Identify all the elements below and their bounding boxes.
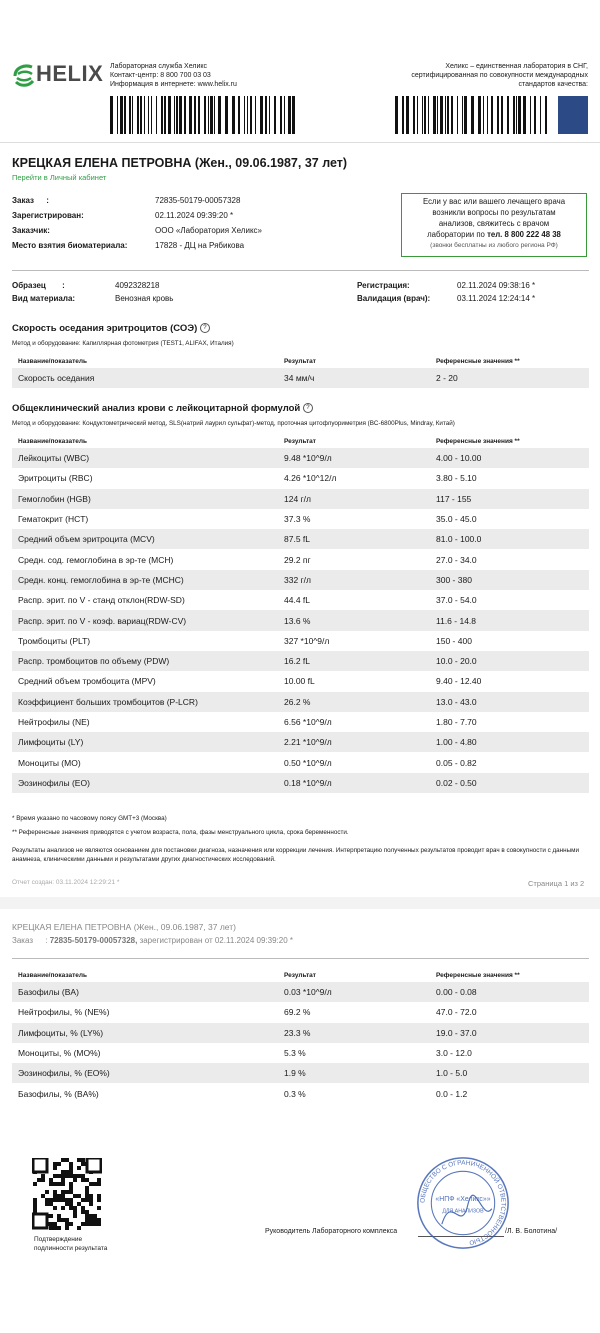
barcode-bar bbox=[457, 96, 458, 134]
page-break bbox=[0, 897, 600, 909]
lab-name: Лабораторная служба Хеликс bbox=[110, 63, 208, 70]
table-row bbox=[12, 631, 589, 651]
barcode-bar bbox=[491, 96, 493, 134]
sample-colon: : bbox=[62, 281, 65, 290]
barcode-bar bbox=[151, 96, 152, 134]
indicator-name: Нейтрофилы (NE) bbox=[18, 717, 90, 727]
page2-order-colon: : bbox=[45, 936, 48, 945]
reference-range: 37.0 - 54.0 bbox=[436, 595, 477, 606]
barcode-bar bbox=[406, 96, 409, 134]
indicator-name: Лейкоциты (WBC) bbox=[12, 448, 278, 468]
barcode-bar bbox=[274, 96, 276, 134]
place-label: Место взятия биоматериала: bbox=[12, 241, 128, 250]
result-value: 16.2 fL bbox=[278, 651, 430, 671]
indicator-name: Распр. тромбоцитов по объему (PDW) bbox=[12, 651, 278, 671]
stamp-title: «НПФ «Хеликс»» bbox=[435, 1196, 491, 1204]
indicator-name: Тромбоциты (PLT) bbox=[18, 635, 91, 646]
barcode-bar bbox=[156, 96, 157, 134]
barcode-bar bbox=[447, 96, 450, 134]
section-divider bbox=[12, 270, 589, 271]
barcode-bar bbox=[168, 96, 171, 134]
verification-qr-icon bbox=[32, 1158, 102, 1230]
report-created: Отчет создан: 03.11.2024 12:29:21 * bbox=[12, 879, 120, 886]
cbc-method: Метод и оборудование: Кондуктометрический метод, SLS(натрий лаурил сульфат)-метод, проточная цитофлуориметрия (BC-6800Plus, Mindray, Китай) bbox=[12, 420, 455, 427]
page2-patient-name: КРЕЦКАЯ ЕЛЕНА ПЕТРОВНА (Жен., 09.06.1987, 37 лет) bbox=[12, 922, 236, 932]
table-row bbox=[12, 590, 589, 610]
certificates-barcode bbox=[395, 96, 550, 134]
stamp-subtitle: ДЛЯ АНАЛИЗОВ bbox=[442, 1208, 484, 1215]
patient-name: КРЕЦКАЯ ЕЛЕНА ПЕТРОВНА (Жен., 09.06.1987, 37 лет) bbox=[12, 156, 348, 170]
table-row bbox=[12, 509, 589, 529]
esr-method: Метод и оборудование: Капиллярная фотометрия (TEST1, ALIFAX, Италия) bbox=[12, 340, 234, 347]
reference-range: 9.40 - 12.40 bbox=[436, 676, 482, 687]
sample-value: 4092328218 bbox=[115, 281, 160, 290]
timezone-note: * Время указано по часовому поясу GMT+3 (Москва) bbox=[12, 815, 167, 822]
indicator-name: Эритроциты (RBC) bbox=[18, 473, 93, 484]
table-row bbox=[12, 1002, 589, 1022]
reference-range: 0.0 - 1.2 bbox=[436, 1088, 468, 1099]
barcode-bar bbox=[530, 96, 531, 134]
reference-range: 150 - 400 bbox=[436, 635, 472, 646]
barcode-bar bbox=[244, 96, 245, 134]
barcode-bar bbox=[238, 96, 240, 134]
order-colon: : bbox=[46, 196, 49, 205]
barcode-bar bbox=[483, 96, 484, 134]
indicator-name: Средний объем эритроцита (MCV) bbox=[12, 529, 278, 549]
barcode-bar bbox=[513, 96, 515, 134]
indicator-name: Коэффициент больших тромбоцитов (P-LCR) bbox=[12, 692, 278, 712]
col-result-header: Результат bbox=[284, 971, 316, 979]
barcode-bar bbox=[260, 96, 263, 134]
reference-range: 19.0 - 37.0 bbox=[430, 1023, 589, 1043]
page2-table bbox=[12, 968, 589, 1104]
barcode-bar bbox=[402, 96, 405, 134]
certificate-badge bbox=[558, 96, 588, 134]
reference-range: 35.0 - 45.0 bbox=[436, 514, 477, 525]
barcode-bar bbox=[464, 96, 467, 134]
table-row bbox=[12, 1043, 589, 1063]
table-row bbox=[12, 489, 589, 509]
tagline: Хеликс – единственная лаборатория в СНГ, сертифицированная по совокупности международных стандартов качества: bbox=[411, 63, 588, 88]
table-row bbox=[12, 570, 589, 590]
table-row bbox=[12, 368, 589, 388]
result-value: 4.26 *10^12/л bbox=[284, 473, 337, 484]
barcode-bar bbox=[189, 96, 192, 134]
barcode-bar bbox=[451, 96, 453, 134]
barcode-bar bbox=[437, 96, 438, 134]
customer-value: ООО «Лаборатория Хеликс» bbox=[155, 226, 262, 235]
barcode-bar bbox=[424, 96, 427, 134]
cbc-title: Общеклинический анализ крови с лейкоцитарной формулой bbox=[12, 403, 301, 414]
infobox-line: лаборатории по bbox=[427, 230, 488, 239]
indicator-name: Гематокрит (HCT) bbox=[18, 514, 89, 525]
result-value: 87.5 fL bbox=[278, 529, 430, 549]
indicator-name: Моноциты (MO) bbox=[18, 757, 81, 768]
reference-range: 3.80 - 5.10 bbox=[436, 473, 477, 484]
barcode-bar bbox=[184, 96, 186, 134]
barcode-bar bbox=[140, 96, 142, 134]
order-label: Заказ bbox=[12, 196, 34, 205]
indicator-name: Средний объем тромбоцита (MPV) bbox=[18, 676, 156, 687]
result-value: 10.00 fL bbox=[284, 676, 315, 687]
cbc-table bbox=[12, 434, 589, 793]
qr-caption: подлинности результата bbox=[34, 1245, 108, 1252]
table-row bbox=[12, 1083, 589, 1103]
barcode-bar bbox=[255, 96, 256, 134]
barcode-bar bbox=[164, 96, 166, 134]
reference-range: 2 - 20 bbox=[430, 368, 589, 388]
cabinet-link[interactable]: Перейти в Личный кабинет bbox=[12, 173, 107, 182]
info-icon[interactable]: ? bbox=[200, 323, 210, 333]
table-row bbox=[12, 651, 589, 671]
head-label: Руководитель Лабораторного комплекса bbox=[265, 1228, 398, 1235]
material-label: Вид материала: bbox=[12, 294, 76, 303]
col-result-header: Результат bbox=[284, 437, 316, 445]
website-info: Информация в интернете: www.helix.ru bbox=[110, 81, 237, 88]
indicator-name: Эозинофилы (EO) bbox=[12, 773, 278, 793]
reference-range: 3.0 - 12.0 bbox=[436, 1048, 472, 1059]
customer-label: Заказчик: bbox=[12, 226, 50, 235]
barcode-bar bbox=[518, 96, 521, 134]
barcode-bar bbox=[428, 96, 429, 134]
order-barcode bbox=[110, 96, 300, 134]
col-name-header: Название/показатель bbox=[18, 437, 88, 445]
barcode-bar bbox=[445, 96, 446, 134]
infobox-note: (звонки бесплатны из любого региона РФ) bbox=[430, 242, 558, 249]
infobox-line: анализов, свяжитесь с врачом bbox=[438, 219, 550, 228]
barcode-bar bbox=[478, 96, 481, 134]
result-value: 26.2 % bbox=[278, 692, 430, 712]
barcode-bar bbox=[120, 96, 123, 134]
barcode-bar bbox=[250, 96, 252, 134]
col-reference-header: Референсные значения ** bbox=[436, 437, 520, 445]
header-divider bbox=[0, 142, 600, 143]
result-value: 1.9 % bbox=[278, 1063, 430, 1083]
doctor-contact-box bbox=[401, 193, 587, 257]
barcode-bar bbox=[176, 96, 178, 134]
reference-note: ** Референсные значения приводятся с учетом возраста, пола, фазы менструального цикла, срока беременности. bbox=[12, 829, 349, 836]
result-value: 69.2 % bbox=[284, 1007, 311, 1018]
reference-range: 1.00 - 4.80 bbox=[430, 732, 589, 752]
barcode-bar bbox=[225, 96, 228, 134]
order-number: 72835-50179-00057328 bbox=[155, 196, 241, 205]
reference-range: 27.0 - 34.0 bbox=[436, 554, 477, 565]
barcode-bar bbox=[471, 96, 472, 134]
barcode-bar bbox=[507, 96, 509, 134]
indicator-name: Базофилы, % (BA%) bbox=[18, 1088, 99, 1099]
reference-range: 1.80 - 7.70 bbox=[436, 717, 477, 727]
doctor-phone[interactable]: тел. 8 800 222 48 38 bbox=[487, 230, 561, 239]
barcode-bar bbox=[144, 96, 145, 134]
result-value: 5.3 % bbox=[284, 1048, 306, 1059]
indicator-name: Нейтрофилы, % (NE%) bbox=[18, 1007, 110, 1018]
result-value: 23.3 % bbox=[278, 1023, 430, 1043]
barcode-bar bbox=[132, 96, 133, 134]
barcode-bar bbox=[265, 96, 267, 134]
barcode-bar bbox=[232, 96, 235, 134]
indicator-name: Скорость оседания bbox=[12, 368, 278, 388]
result-value: 0.03 *10^9/л bbox=[278, 982, 430, 1002]
esr-title: Скорость оседания эритроцитов (СОЭ) bbox=[12, 323, 198, 334]
result-value: 13.6 % bbox=[278, 610, 430, 630]
result-value: 332 г/л bbox=[278, 570, 430, 590]
barcode-bar bbox=[269, 96, 270, 134]
table-row bbox=[12, 529, 589, 549]
result-value: 0.50 *10^9/л bbox=[284, 757, 332, 768]
barcode-bar bbox=[208, 96, 209, 134]
result-value: 0.3 % bbox=[284, 1088, 306, 1099]
indicator-name: Распр. эрит. по V - коэф. вариац(RDW-CV) bbox=[12, 610, 278, 630]
reference-range: 10.0 - 20.0 bbox=[430, 651, 589, 671]
infobox-line: возникли вопросы по результатам bbox=[432, 208, 556, 217]
result-value: 34 мм/ч bbox=[278, 368, 430, 388]
infobox-line: Если у вас или вашего лечащего врача bbox=[422, 197, 566, 206]
result-value: 124 г/л bbox=[278, 489, 430, 509]
barcode-bar bbox=[210, 96, 213, 134]
indicator-name: Лимфоциты (LY) bbox=[12, 732, 278, 752]
page2-order-number: 72835-50179-00057328, bbox=[49, 936, 138, 945]
table-row bbox=[12, 549, 589, 569]
qr-caption: Подтверждение bbox=[34, 1236, 83, 1243]
table-row bbox=[12, 448, 589, 468]
barcode-bar bbox=[280, 96, 282, 134]
esr-table bbox=[12, 354, 589, 388]
barcode-bar bbox=[288, 96, 291, 134]
barcode-bar bbox=[417, 96, 418, 134]
barcode-bar bbox=[194, 96, 196, 134]
barcode-bar bbox=[395, 96, 398, 134]
reference-range: 4.00 - 10.00 bbox=[430, 448, 589, 468]
barcode-bar bbox=[198, 96, 200, 134]
page2-order-registered: зарегистрирован от 02.11.2024 09:39:20 * bbox=[139, 936, 293, 945]
result-value: 2.21 *10^9/л bbox=[278, 732, 430, 752]
barcode-bar bbox=[440, 96, 443, 134]
validation-label: Валидация (врач): bbox=[357, 294, 431, 303]
reference-range: 47.0 - 72.0 bbox=[436, 1007, 477, 1018]
indicator-name: Гемоглобин (HGB) bbox=[12, 489, 278, 509]
table-row bbox=[12, 752, 589, 772]
head-name: /Л. В. Болотина/ bbox=[505, 1228, 558, 1235]
result-value: 37.3 % bbox=[284, 514, 311, 525]
table-row bbox=[12, 1063, 589, 1083]
col-name-header: Название/показатель bbox=[18, 357, 88, 365]
registered-label: Зарегистрирован: bbox=[12, 211, 84, 220]
reference-range: 0.02 - 0.50 bbox=[430, 773, 589, 793]
barcode-bar bbox=[110, 96, 113, 134]
barcode-bar bbox=[540, 96, 541, 134]
reference-range: 300 - 380 bbox=[430, 570, 589, 590]
barcode-bar bbox=[413, 96, 415, 134]
reference-range: 117 - 155 bbox=[430, 489, 589, 509]
registration-value: 02.11.2024 09:38:16 * bbox=[457, 281, 536, 290]
barcode-bar bbox=[124, 96, 126, 134]
page2-order-label: Заказ bbox=[12, 936, 33, 945]
barcode-bar bbox=[472, 96, 474, 134]
table-row bbox=[12, 610, 589, 630]
barcode-bar bbox=[497, 96, 500, 134]
barcode-bar bbox=[137, 96, 139, 134]
barcode-bar bbox=[545, 96, 547, 134]
sample-label: Образец bbox=[12, 281, 46, 290]
table-row bbox=[12, 671, 589, 691]
table-row bbox=[12, 692, 589, 712]
barcode-bar bbox=[433, 96, 436, 134]
registration-label: Регистрация: bbox=[357, 281, 410, 290]
info-icon[interactable]: ? bbox=[303, 403, 313, 413]
reference-range: 13.0 - 43.0 bbox=[430, 692, 589, 712]
indicator-name: Моноциты, % (MO%) bbox=[18, 1048, 101, 1059]
table-row bbox=[12, 1023, 589, 1043]
result-value: 6.56 *10^9/л bbox=[284, 717, 332, 727]
result-value: 9.48 *10^9/л bbox=[278, 448, 430, 468]
col-reference-header: Референсные значения ** bbox=[436, 357, 520, 365]
col-reference-header: Референсные значения ** bbox=[436, 971, 520, 979]
material-value: Венозная кровь bbox=[115, 294, 174, 303]
barcode-bar bbox=[534, 96, 537, 134]
indicator-name: Распр. эрит. по V - станд отклон(RDW-SD) bbox=[18, 595, 185, 606]
table-row bbox=[12, 982, 589, 1002]
barcode-bar bbox=[117, 96, 118, 134]
indicator-name: Эозинофилы, % (EO%) bbox=[12, 1063, 278, 1083]
barcode-bar bbox=[214, 96, 215, 134]
barcode-bar bbox=[129, 96, 131, 134]
table-row bbox=[12, 773, 589, 793]
indicator-name: Средн. конц. гемоглобина в эр-те (MCHC) bbox=[12, 570, 278, 590]
reference-range: 0.00 - 0.08 bbox=[430, 982, 589, 1002]
reference-range: 11.6 - 14.8 bbox=[430, 610, 589, 630]
result-value: 44.4 fL bbox=[284, 595, 310, 606]
table-row bbox=[12, 732, 589, 752]
barcode-bar bbox=[204, 96, 206, 134]
barcode-bar bbox=[161, 96, 163, 134]
helix-logo-icon bbox=[12, 62, 36, 90]
brand-name: HELIX bbox=[36, 61, 104, 86]
barcode-bar bbox=[247, 96, 248, 134]
page2-divider bbox=[12, 958, 589, 959]
result-value: 0.18 *10^9/л bbox=[278, 773, 430, 793]
barcode-bar bbox=[516, 96, 518, 134]
stamp-icon bbox=[415, 1155, 511, 1251]
indicator-name: Базофилы (BA) bbox=[12, 982, 278, 1002]
barcode-bar bbox=[292, 96, 295, 134]
stamp-ring-text: ОБЩЕСТВО С ОГРАНИЧЕННОЙ ОТВЕТСТВЕННОСТЬЮ bbox=[419, 1159, 507, 1246]
reference-range: 0.05 - 0.82 bbox=[436, 757, 477, 768]
reference-range: 1.0 - 5.0 bbox=[430, 1063, 589, 1083]
barcode-bar bbox=[284, 96, 285, 134]
barcode-bar bbox=[218, 96, 221, 134]
indicator-name: Лимфоциты, % (LY%) bbox=[12, 1023, 278, 1043]
reference-range: 81.0 - 100.0 bbox=[430, 529, 589, 549]
indicator-name: Средн. сод. гемоглобина в эр-те (MCH) bbox=[18, 554, 174, 565]
validation-value: 03.11.2024 12:24:14 * bbox=[457, 294, 536, 303]
barcode-bar bbox=[462, 96, 463, 134]
table-row bbox=[12, 468, 589, 488]
barcode-bar bbox=[422, 96, 423, 134]
table-row bbox=[12, 712, 589, 732]
barcode-bar bbox=[487, 96, 488, 134]
page-number: Страница 1 из 2 bbox=[528, 879, 585, 888]
barcode-bar bbox=[523, 96, 526, 134]
col-result-header: Результат bbox=[284, 357, 316, 365]
barcode-bar bbox=[179, 96, 182, 134]
contact-center: Контакт-центр: 8 800 700 03 03 bbox=[110, 72, 211, 79]
barcode-bar bbox=[174, 96, 175, 134]
disclaimer: Результаты анализов не являются основанием для постановки диагноза, назначения или коррекции лечения. Интерпретацию полученных результатов проводит врач в совокупности с данными анамнеза, клиническими данными и результатами других диагностических исследований. bbox=[12, 847, 580, 863]
registered-value: 02.11.2024 09:39:20 * bbox=[155, 211, 234, 220]
place-value: 17828 - ДЦ на Рябикова bbox=[155, 241, 245, 250]
result-value: 29.2 пг bbox=[284, 554, 311, 565]
col-name-header: Название/показатель bbox=[18, 971, 88, 979]
barcode-bar bbox=[148, 96, 149, 134]
result-value: 327 *10^9/л bbox=[284, 635, 330, 646]
barcode-bar bbox=[501, 96, 503, 134]
